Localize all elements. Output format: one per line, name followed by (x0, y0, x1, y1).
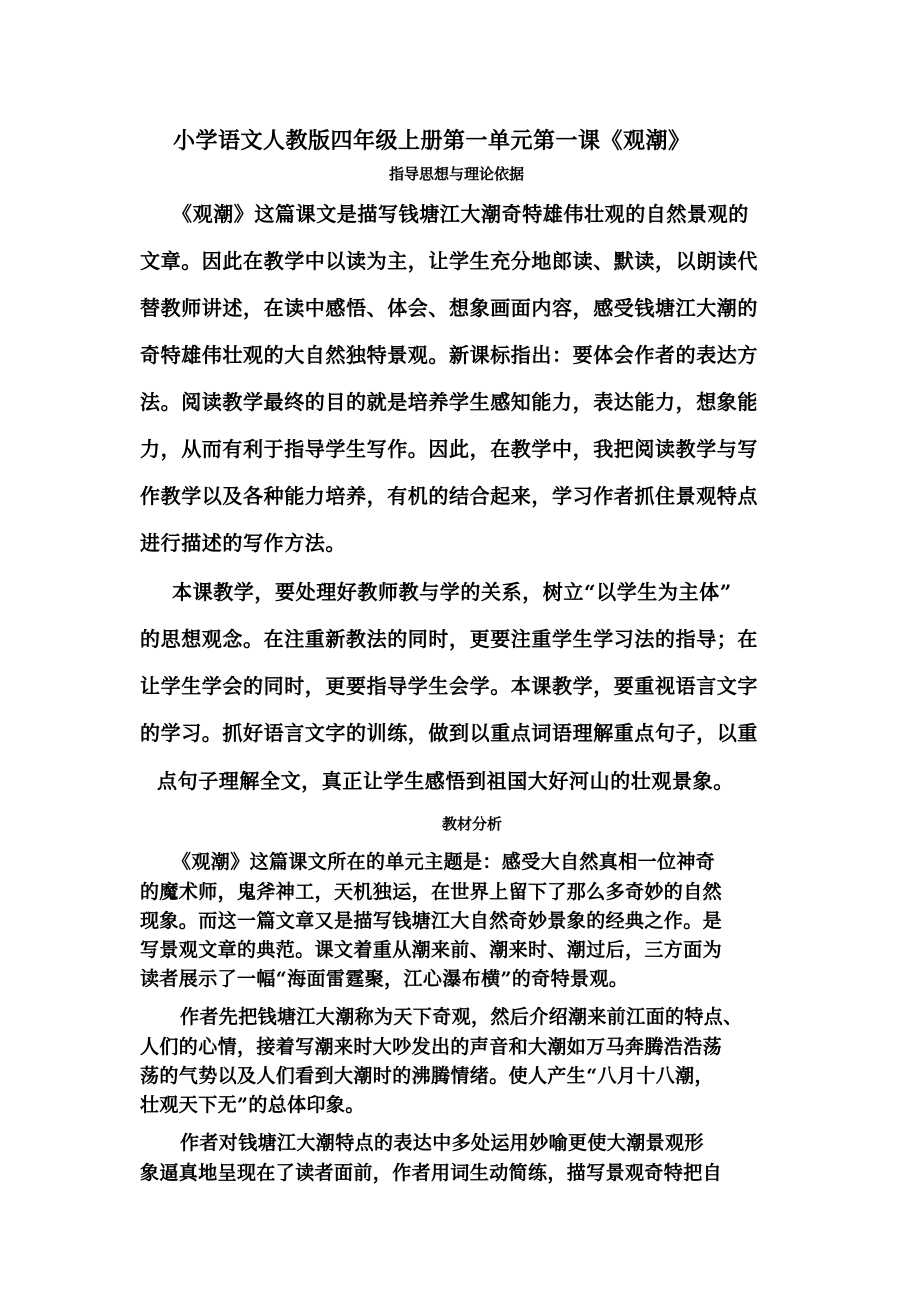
paragraph-line: 《观潮》这篇课文是描写钱塘江大潮奇特雄伟壮观的自然景观的 (172, 202, 749, 226)
paragraph-line: 点句子理解全文，真正让学生感悟到祖国大好河山的壮观景象。 (157, 769, 734, 793)
paragraph-line: 作者先把钱塘江大潮称为天下奇观，然后介绍潮来前江面的特点、 (180, 1006, 743, 1028)
paragraph-line: 荡的气势以及人们看到大潮时的沸腾情绪。使人产生“八月十八潮， (140, 1065, 714, 1087)
document-title: 小学语文人教版四年级上册第一单元第一课《观潮》 (173, 128, 691, 154)
paragraph-line: 写景观文章的典范。课文着重从潮来前、潮来时、潮过后，三方面为 (140, 939, 723, 961)
paragraph-line: 力，从而有利于指导学生写作。因此，在教学中，我把阅读教学与写 (140, 437, 758, 461)
paragraph-line: 进行描述的写作方法。 (140, 531, 346, 555)
paragraph-line: 的学习。抓好语言文字的训练，做到以重点词语理解重点句子，以重 (140, 721, 758, 745)
paragraph-line: 读者展示了一幅“海面雷霆聚，江心瀑布横”的奇特景观。 (140, 968, 629, 990)
paragraph-line: 象逼真地呈现在了读者面前，作者用词生动简练，描写景观奇特把自 (140, 1162, 723, 1184)
section-heading-textbook-analysis: 教材分析 (442, 815, 503, 833)
paragraph-line: 本课教学，要处理好教师教与学的关系，树立“以学生为主体” (172, 580, 732, 604)
paragraph-line: 替教师讲述，在读中感悟、体会、想象画面内容，感受钱塘江大潮的 (140, 296, 758, 320)
paragraph-line: 让学生学会的同时，更要指导学生会学。本课教学，要重视语言文字 (140, 674, 758, 698)
paragraph-line: 的思想观念。在注重新教法的同时，更要注重学生学习法的指导；在 (140, 627, 758, 651)
paragraph-line: 壮观天下无”的总体印象。 (140, 1094, 365, 1116)
section-heading-guiding-ideas: 指导思想与理论依据 (389, 165, 525, 183)
paragraph-line: 法。阅读教学最终的目的就是培养学生感知能力，表达能力，想象能 (140, 390, 758, 414)
paragraph-line: 的魔术师，鬼斧神工，天机独运，在世界上留下了那么多奇妙的自然 (140, 881, 723, 903)
paragraph-line: 作教学以及各种能力培养，有机的结合起来，学习作者抓住景观特点 (140, 484, 758, 508)
paragraph-line: 人们的心情，接着写潮来时大吵发出的声音和大潮如万马奔腾浩浩荡 (140, 1036, 723, 1058)
paragraph-line: 现象。而这一篇文章又是描写钱塘江大自然奇妙景象的经典之作。是 (140, 910, 723, 932)
paragraph-line: 奇特雄伟壮观的大自然独特景观。新课标指出：要体会作者的表达方 (140, 343, 758, 367)
paragraph-line: 文章。因此在教学中以读为主，让学生充分地郎读、默读，以朗读代 (140, 249, 758, 273)
paragraph-line: 作者对钱塘江大潮特点的表达中多处运用妙喻更使大潮景观形 (180, 1132, 704, 1154)
paragraph-line: 《观潮》这篇课文所在的单元主题是：感受大自然真相一位神奇 (172, 851, 716, 873)
